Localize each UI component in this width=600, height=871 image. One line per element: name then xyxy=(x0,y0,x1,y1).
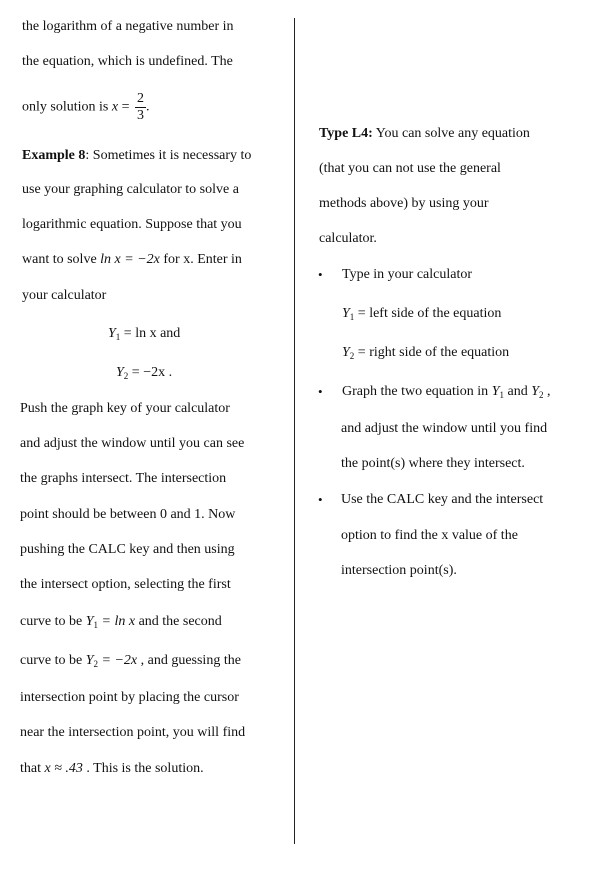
text-segment: , and guessing the xyxy=(137,653,241,668)
list-item-text: the point(s) where they intersect. xyxy=(341,456,525,471)
math-variable: Y xyxy=(108,326,116,341)
text-segment: want to solve xyxy=(22,252,101,267)
example-8-heading xyxy=(22,147,251,165)
text-segment: . xyxy=(145,99,150,115)
equation-line xyxy=(20,613,222,634)
math-expression: = ln x and xyxy=(120,326,181,341)
text-line: calculator. xyxy=(319,231,377,246)
text-segment: that xyxy=(20,761,45,776)
math-expression: = −2x xyxy=(98,653,138,668)
text-segment: for x. Enter in xyxy=(159,252,242,267)
text-segment: curve to be xyxy=(20,653,86,668)
bullet-icon: • xyxy=(318,492,323,507)
text-line: intersection point by placing the cursor xyxy=(20,690,239,705)
fraction-numerator: 2 xyxy=(136,91,144,106)
equation-line xyxy=(20,760,204,778)
math-subscript: 1 xyxy=(93,620,98,630)
math-variable: Y xyxy=(491,384,500,399)
math-subscript: 2 xyxy=(349,351,355,361)
text-segment: and the second xyxy=(135,614,222,629)
math-subscript: 2 xyxy=(123,371,129,381)
text-segment: , xyxy=(543,384,551,399)
text-line: and adjust the window until you can see xyxy=(20,436,245,451)
text-line: the equation, which is undefined. The xyxy=(22,54,233,69)
text-line: (that you can not use the general xyxy=(319,161,501,176)
math-variable: Y xyxy=(85,653,94,668)
y2-definition xyxy=(342,344,509,365)
y1-definition xyxy=(108,325,180,346)
text-segment: and xyxy=(503,384,532,399)
math-subscript: 2 xyxy=(93,659,98,669)
math-variable: Y xyxy=(342,345,350,360)
text-line: the logarithm of a negative number in xyxy=(22,19,234,34)
type-l4-heading xyxy=(319,125,530,143)
list-item-text: Type in your calculator xyxy=(342,267,473,282)
list-item-text xyxy=(342,383,551,404)
text-line: your calculator xyxy=(22,288,107,303)
math-operator: = xyxy=(118,99,133,115)
math-subscript: 1 xyxy=(499,390,504,400)
text-line: near the intersection point, you will find xyxy=(20,725,246,740)
y2-definition xyxy=(116,364,172,385)
math-variable: Y xyxy=(531,384,539,399)
y1-definition xyxy=(342,305,501,326)
list-item-text: option to find the x value of the xyxy=(341,528,518,543)
text-segment: : Sometimes it is necessary to xyxy=(85,148,252,163)
bullet-icon: • xyxy=(318,267,323,282)
text-line: the graphs intersect. The intersection xyxy=(20,471,227,486)
equation-line xyxy=(20,652,241,673)
type-label: Type L4: xyxy=(319,126,373,141)
text-segment: curve to be xyxy=(20,614,86,629)
text-segment: Graph the two equation in xyxy=(342,384,492,399)
text-segment: = left side of the equation xyxy=(354,306,502,321)
math-variable: Y xyxy=(116,365,124,380)
math-expression: = −2x . xyxy=(128,365,173,380)
text-line: methods above) by using your xyxy=(319,196,489,211)
math-subscript: 1 xyxy=(115,332,121,342)
text-segment: only solution is xyxy=(22,99,112,115)
fraction-denominator: 3 xyxy=(136,108,144,123)
text-line: use your graphing calculator to solve a xyxy=(22,182,239,197)
math-variable: Y xyxy=(342,306,350,321)
text-segment: = right side of the equation xyxy=(354,345,510,360)
list-item-text: and adjust the window until you find xyxy=(341,421,548,436)
list-item-text: Use the CALC key and the intersect xyxy=(341,492,544,507)
list-item-text: intersection point(s). xyxy=(341,563,457,578)
column-divider xyxy=(294,18,295,844)
text-line: logarithmic equation. Suppose that you xyxy=(22,217,242,232)
text-line: pushing the CALC key and then using xyxy=(20,542,235,557)
text-segment: You can solve any equation xyxy=(372,126,530,141)
math-subscript: 2 xyxy=(539,390,544,400)
math-variable: Y xyxy=(85,614,94,629)
math-expression: = ln x xyxy=(98,614,136,629)
text-segment: . This is the solution. xyxy=(82,761,204,776)
math-variable: x xyxy=(111,99,119,115)
bullet-icon: • xyxy=(318,384,323,399)
solution-line xyxy=(22,91,149,124)
example-label: Example 8 xyxy=(22,148,86,163)
math-subscript: 1 xyxy=(349,312,355,322)
math-expression: ln x = −2x xyxy=(100,252,160,267)
equation-line xyxy=(22,251,242,269)
fraction xyxy=(135,91,146,124)
math-expression: x ≈ .43 xyxy=(44,761,83,776)
text-line: point should be between 0 and 1. Now xyxy=(20,507,236,522)
text-line: Push the graph key of your calculator xyxy=(20,401,230,416)
text-line: the intersect option, selecting the first xyxy=(20,577,231,592)
